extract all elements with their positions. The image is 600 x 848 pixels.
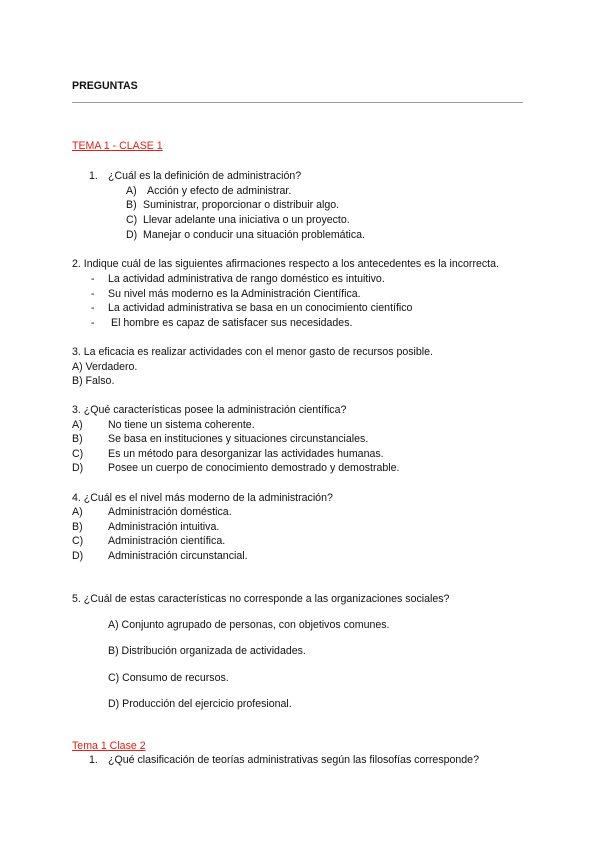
page-title: PREGUNTAS (72, 80, 138, 92)
option-letter: B) (126, 199, 137, 211)
option-text: Manejar o conducir una situación problemática. (143, 229, 366, 241)
option-text: B) Distribución organizada de actividades. (108, 645, 306, 657)
option-text: Administración circunstancial. (108, 550, 248, 562)
option-text: Se basa en instituciones y situaciones circunstanciales. (108, 433, 369, 445)
option-letter: A) (72, 419, 83, 431)
question-1-text: ¿Cuál es la definición de administración? (108, 170, 302, 182)
bullet: - (91, 302, 95, 314)
option-letter: D) (72, 462, 84, 474)
option-letter: B) (72, 521, 83, 533)
list-item: La actividad administrativa se basa en un conocimiento científico (108, 302, 413, 314)
bullet: - (91, 288, 95, 300)
question-3b-text: 3. ¿Qué características posee la administración científica? (72, 404, 347, 416)
question-5-text: 5. ¿Cuál de estas características no corresponde a las organizaciones sociales? (72, 593, 450, 605)
option-text: Administración científica. (108, 535, 226, 547)
section-heading-tema1-clase2: Tema 1 Clase 2 (72, 740, 146, 752)
question-number: 1. (89, 170, 98, 182)
option-text: C) Consumo de recursos. (108, 672, 229, 684)
option-text: D) Producción del ejercicio profesional. (108, 698, 292, 710)
question-2-text: 2. Indique cuál de las siguientes afirmaciones respecto a los antecedentes es la incorrecta. (72, 258, 499, 270)
option-text: No tiene un sistema coherente. (108, 419, 255, 431)
option-letter: A) (72, 506, 83, 518)
question-3-text: 3. La eficacia es realizar actividades con el menor gasto de recursos posible. (72, 346, 433, 358)
option-letter: A) (126, 185, 137, 197)
option-letter: D) (126, 229, 138, 241)
list-item: El hombre es capaz de satisfacer sus necesidades. (111, 317, 353, 329)
section-heading-tema1-clase1: TEMA 1 - CLASE 1 (72, 140, 163, 152)
question-1-text: ¿Qué clasificación de teorías administrativas según las filosofías corresponde? (108, 754, 479, 766)
option-text: Posee un cuerpo de conocimiento demostrado y demostrable. (108, 462, 400, 474)
option-text: Administración doméstica. (108, 506, 232, 518)
list-item: La actividad administrativa de rango doméstico es intuitivo. (108, 273, 385, 285)
option-text: Acción y efecto de administrar. (147, 185, 292, 197)
option-text: Llevar adelante una iniciativa o un proyecto. (143, 214, 350, 226)
title-divider (72, 102, 523, 103)
option-letter: C) (72, 535, 84, 547)
option-letter: B) (72, 433, 83, 445)
option-letter: C) (72, 448, 84, 460)
list-item: Su nivel más moderno es la Administración Científica. (108, 288, 361, 300)
bullet: - (91, 273, 95, 285)
question-4-text: 4. ¿Cuál es el nivel más moderno de la administración? (72, 492, 333, 504)
option-text: A) Verdadero. (72, 361, 138, 373)
option-text: Suministrar, proporcionar o distribuir algo. (143, 199, 340, 211)
option-letter: C) (126, 214, 138, 226)
option-text: Administración intuitiva. (108, 521, 220, 533)
option-letter: D) (72, 550, 84, 562)
bullet: - (91, 317, 95, 329)
option-text: B) Falso. (72, 375, 115, 387)
option-text: Es un método para desorganizar las actividades humanas. (108, 448, 384, 460)
question-number: 1. (89, 754, 98, 766)
option-text: A) Conjunto agrupado de personas, con objetivos comunes. (108, 619, 390, 631)
